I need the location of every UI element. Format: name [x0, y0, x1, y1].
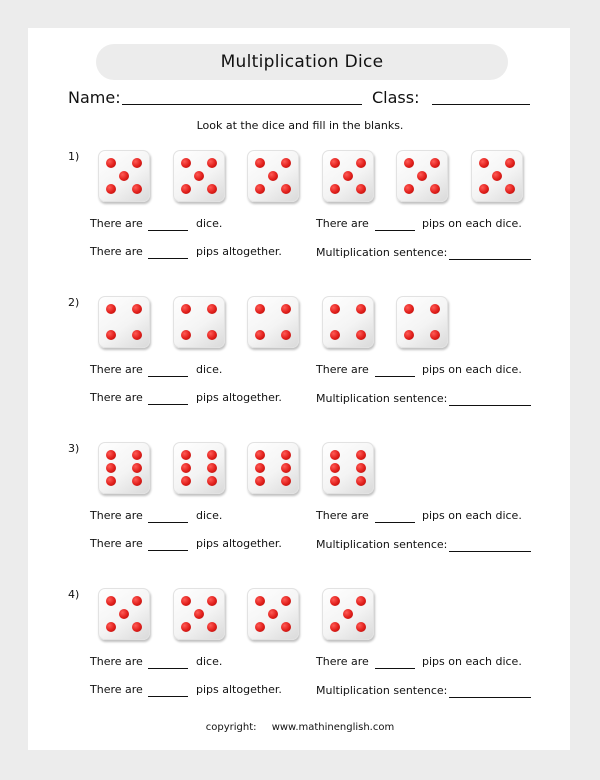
pip [119, 171, 129, 181]
pip [255, 304, 265, 314]
pip [356, 596, 366, 606]
pip [255, 596, 265, 606]
there-are-label: There are [316, 509, 369, 522]
there-are-label: There are [316, 655, 369, 668]
die [396, 150, 448, 202]
pip [268, 609, 278, 619]
pip [207, 596, 217, 606]
pip [207, 450, 217, 460]
pip [430, 330, 440, 340]
pip [194, 609, 204, 619]
class-label: Class: [372, 88, 420, 107]
pips-each-blank[interactable] [375, 376, 415, 377]
pips-total-blank[interactable] [148, 550, 188, 551]
dice-label: dice. [196, 363, 223, 376]
multiplication-sentence-blank[interactable] [449, 697, 531, 698]
pip [330, 476, 340, 486]
dice-label: dice. [196, 655, 223, 668]
pip [281, 622, 291, 632]
pips-total-label: pips altogether. [196, 683, 282, 696]
multiplication-sentence-blank[interactable] [449, 259, 531, 260]
there-are-label: There are [90, 509, 143, 522]
pip [132, 622, 142, 632]
pip [106, 463, 116, 473]
pip [207, 476, 217, 486]
there-are-label: There are [90, 363, 143, 376]
pip [479, 158, 489, 168]
dice-label: dice. [196, 217, 223, 230]
pip [505, 184, 515, 194]
worksheet-title: Multiplication Dice [96, 44, 508, 80]
pips-each-blank[interactable] [375, 230, 415, 231]
multiplication-sentence-label: Multiplication sentence: [316, 246, 448, 259]
pip [181, 450, 191, 460]
pip [356, 476, 366, 486]
pip [356, 158, 366, 168]
pip [207, 622, 217, 632]
dice-count-blank[interactable] [148, 522, 188, 523]
pip [356, 622, 366, 632]
multiplication-sentence-label: Multiplication sentence: [316, 684, 448, 697]
pip [255, 330, 265, 340]
there-are-label: There are [316, 363, 369, 376]
pip [281, 158, 291, 168]
pips-each-label: pips on each dice. [422, 509, 522, 522]
pip [430, 158, 440, 168]
pip [356, 463, 366, 473]
pips-each-label: pips on each dice. [422, 217, 522, 230]
die [247, 296, 299, 348]
pip [181, 596, 191, 606]
dice-count-blank[interactable] [148, 668, 188, 669]
there-are-label: There are [90, 245, 143, 258]
pip [404, 304, 414, 314]
pip [356, 330, 366, 340]
pip [330, 158, 340, 168]
pip [181, 330, 191, 340]
pip [404, 184, 414, 194]
pip [343, 171, 353, 181]
pip [281, 596, 291, 606]
multiplication-sentence-blank[interactable] [449, 405, 531, 406]
name-label: Name: [68, 88, 121, 107]
pip [281, 330, 291, 340]
pip [132, 463, 142, 473]
pip [255, 476, 265, 486]
pip [255, 158, 265, 168]
pips-total-blank[interactable] [148, 404, 188, 405]
pip [207, 463, 217, 473]
pip [417, 171, 427, 181]
copyright-label: copyright: [205, 722, 257, 733]
pip [106, 622, 116, 632]
pip [207, 330, 217, 340]
pip [505, 158, 515, 168]
there-are-label: There are [90, 391, 143, 404]
die [322, 296, 374, 348]
pip [356, 304, 366, 314]
dice-label: dice. [196, 509, 223, 522]
pip [132, 304, 142, 314]
pip [181, 184, 191, 194]
die [471, 150, 523, 202]
instruction: Look at the dice and fill in the blanks. [196, 119, 404, 132]
pips-total-label: pips altogether. [196, 391, 282, 404]
pip [132, 596, 142, 606]
pip [132, 476, 142, 486]
pips-total-blank[interactable] [148, 258, 188, 259]
die [247, 442, 299, 494]
die [173, 442, 225, 494]
die [98, 296, 150, 348]
pip [268, 171, 278, 181]
pip [119, 609, 129, 619]
there-are-label: There are [90, 655, 143, 668]
pip [181, 304, 191, 314]
pip [430, 304, 440, 314]
pip [330, 463, 340, 473]
class-blank[interactable] [432, 104, 530, 105]
pip [330, 450, 340, 460]
die [98, 150, 150, 202]
pip [281, 463, 291, 473]
pip [181, 158, 191, 168]
die [173, 588, 225, 640]
pip [356, 184, 366, 194]
die [322, 588, 374, 640]
multiplication-sentence-label: Multiplication sentence: [316, 392, 448, 405]
pip [255, 450, 265, 460]
pip [330, 304, 340, 314]
pip [132, 450, 142, 460]
pip [330, 184, 340, 194]
pips-each-blank[interactable] [375, 522, 415, 523]
worksheet [28, 28, 570, 750]
pips-total-label: pips altogether. [196, 537, 282, 550]
pip [207, 304, 217, 314]
question-number: 4) [68, 588, 80, 601]
copyright [0, 722, 600, 733]
pip [106, 158, 116, 168]
question-number: 2) [68, 296, 80, 309]
pip [343, 609, 353, 619]
there-are-label: There are [90, 683, 143, 696]
pip [132, 184, 142, 194]
die [322, 150, 374, 202]
pip [207, 184, 217, 194]
pip [255, 184, 265, 194]
pip [492, 171, 502, 181]
pip [281, 304, 291, 314]
question-number: 1) [68, 150, 80, 163]
pips-each-blank[interactable] [375, 668, 415, 669]
pips-each-label: pips on each dice. [422, 363, 522, 376]
pip [404, 330, 414, 340]
pip [356, 450, 366, 460]
die [173, 150, 225, 202]
pip [181, 622, 191, 632]
there-are-label: There are [316, 217, 369, 230]
name-blank[interactable] [122, 104, 362, 105]
die [98, 588, 150, 640]
pips-each-label: pips on each dice. [422, 655, 522, 668]
die [98, 442, 150, 494]
die [173, 296, 225, 348]
pip [106, 184, 116, 194]
pip [106, 304, 116, 314]
pip [430, 184, 440, 194]
pip [255, 463, 265, 473]
multiplication-sentence-blank[interactable] [449, 551, 531, 552]
there-are-label: There are [90, 537, 143, 550]
pips-total-label: pips altogether. [196, 245, 282, 258]
pip [281, 184, 291, 194]
pip [207, 158, 217, 168]
pip [106, 596, 116, 606]
pip [255, 622, 265, 632]
pip [132, 158, 142, 168]
pip [106, 450, 116, 460]
pip [330, 596, 340, 606]
die [322, 442, 374, 494]
pip [106, 476, 116, 486]
there-are-label: There are [90, 217, 143, 230]
pip [281, 450, 291, 460]
pip [330, 622, 340, 632]
dice-count-blank[interactable] [148, 230, 188, 231]
die [247, 150, 299, 202]
pip [330, 330, 340, 340]
die [247, 588, 299, 640]
multiplication-sentence-label: Multiplication sentence: [316, 538, 448, 551]
dice-count-blank[interactable] [148, 376, 188, 377]
pip [194, 171, 204, 181]
pip [106, 330, 116, 340]
copyright-site: www.mathinenglish.com [271, 722, 395, 733]
question-number: 3) [68, 442, 80, 455]
pip [281, 476, 291, 486]
pips-total-blank[interactable] [148, 696, 188, 697]
pip [181, 463, 191, 473]
die [396, 296, 448, 348]
pip [132, 330, 142, 340]
pip [181, 476, 191, 486]
pip [404, 158, 414, 168]
pip [479, 184, 489, 194]
